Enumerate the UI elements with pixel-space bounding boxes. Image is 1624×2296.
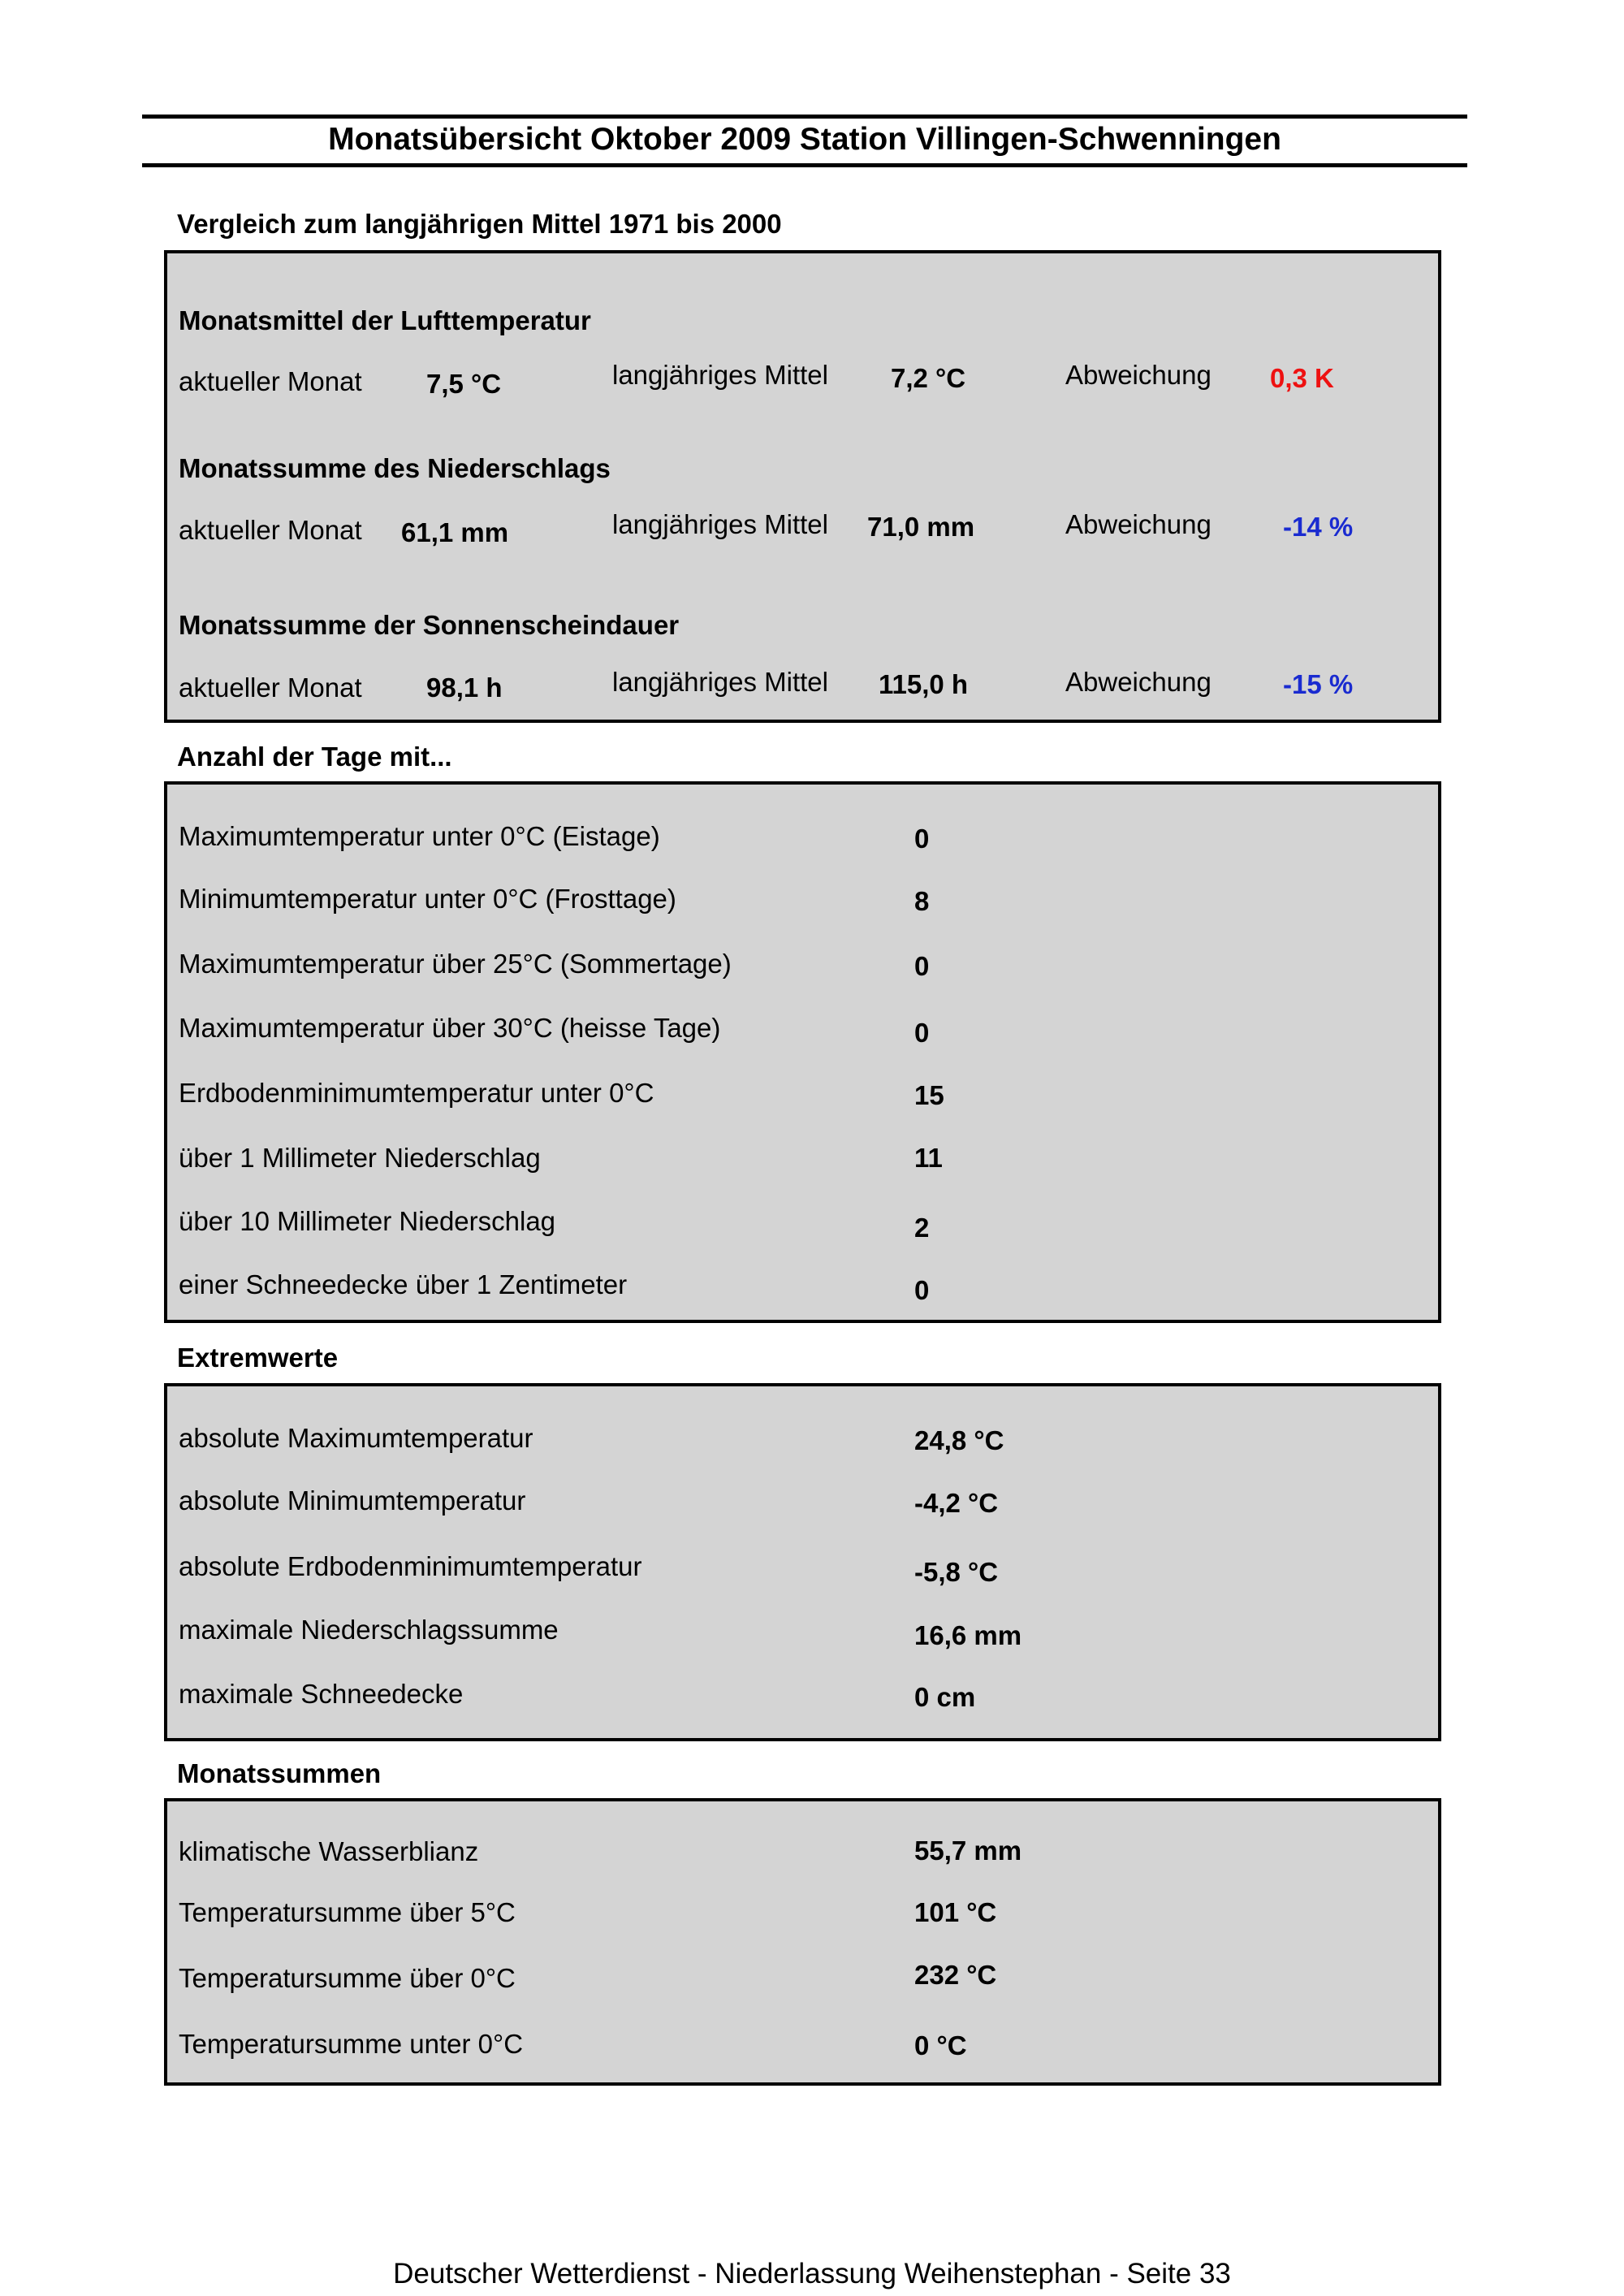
days-row-label: Maximumtemperatur über 25°C (Sommertage) bbox=[179, 949, 732, 979]
extremes-row-label: maximale Schneedecke bbox=[179, 1679, 464, 1709]
days-row-value: 0 bbox=[914, 951, 930, 981]
extremes-row-value: 16,6 mm bbox=[914, 1620, 1022, 1650]
extremes-row-value: 0 cm bbox=[914, 1682, 976, 1712]
extremes-box bbox=[164, 1383, 1441, 1741]
sums-row-label: Temperatursumme unter 0°C bbox=[179, 2029, 524, 2059]
extremes-row-label: maximale Niederschlagssumme bbox=[179, 1615, 559, 1645]
days-row-value: 0 bbox=[914, 1018, 930, 1048]
precipitation-mean-label: langjähriges Mittel bbox=[612, 509, 828, 539]
days-row-label: Maximumtemperatur unter 0°C (Eistage) bbox=[179, 821, 660, 851]
days-row-value: 11 bbox=[914, 1143, 943, 1173]
page-footer: Deutscher Wetterdienst - Niederlassung Weihenstephan - Seite 33 bbox=[393, 2258, 1231, 2290]
precipitation-mean-value: 71,0 mm bbox=[867, 512, 975, 542]
sums-box bbox=[164, 1798, 1441, 2086]
days-row-value: 2 bbox=[914, 1213, 930, 1243]
extremes-row-label: absolute Minimumtemperatur bbox=[179, 1485, 526, 1516]
temperature-deviation-label: Abweichung bbox=[1065, 360, 1212, 390]
extremes-row-label: absolute Maximumtemperatur bbox=[179, 1423, 533, 1453]
extremes-row-label: absolute Erdbodenminimumtemperatur bbox=[179, 1551, 642, 1581]
precipitation-current-label: aktueller Monat bbox=[179, 515, 362, 545]
sunshine-mean-label: langjähriges Mittel bbox=[612, 667, 828, 697]
sunshine-deviation-label: Abweichung bbox=[1065, 667, 1212, 697]
precipitation-deviation-label: Abweichung bbox=[1065, 509, 1212, 539]
days-row-value: 0 bbox=[914, 824, 930, 854]
sums-row-value: 55,7 mm bbox=[914, 1836, 1022, 1866]
precipitation-current-value: 61,1 mm bbox=[401, 517, 509, 547]
sums-row-label: klimatische Wasserblianz bbox=[179, 1836, 479, 1866]
sunshine-heading: Monatssumme der Sonnenscheindauer bbox=[179, 610, 680, 640]
temperature-current-label: aktueller Monat bbox=[179, 366, 362, 396]
days-heading: Anzahl der Tage mit... bbox=[177, 742, 452, 772]
days-row-value: 15 bbox=[914, 1080, 944, 1110]
sums-row-value: 232 °C bbox=[914, 1960, 997, 1990]
header-rule-bottom bbox=[142, 163, 1467, 167]
page-title: Monatsübersicht Oktober 2009 Station Villingen-Schwenningen bbox=[328, 122, 1281, 157]
extremes-row-value: 24,8 °C bbox=[914, 1425, 1004, 1455]
days-row-label: einer Schneedecke über 1 Zentimeter bbox=[179, 1269, 628, 1299]
days-row-label: über 1 Millimeter Niederschlag bbox=[179, 1143, 541, 1173]
days-box bbox=[164, 781, 1441, 1323]
extremes-row-value: -4,2 °C bbox=[914, 1488, 999, 1518]
days-row-label: Erdbodenminimumtemperatur unter 0°C bbox=[179, 1078, 654, 1108]
sums-row-value: 101 °C bbox=[914, 1897, 997, 1927]
days-row-value: 0 bbox=[914, 1275, 930, 1305]
comparison-box bbox=[164, 250, 1441, 723]
sums-row-value: 0 °C bbox=[914, 2030, 967, 2060]
sunshine-mean-value: 115,0 h bbox=[879, 669, 969, 699]
precipitation-deviation-value: -14 % bbox=[1283, 512, 1354, 542]
days-row-label: Maximumtemperatur über 30°C (heisse Tage) bbox=[179, 1013, 721, 1043]
days-row-value: 8 bbox=[914, 886, 930, 916]
sunshine-current-value: 98,1 h bbox=[426, 672, 503, 703]
temperature-mean-value: 7,2 °C bbox=[891, 363, 966, 393]
temperature-deviation-value: 0,3 K bbox=[1270, 363, 1334, 393]
days-row-label: über 10 Millimeter Niederschlag bbox=[179, 1206, 556, 1236]
days-row-label: Minimumtemperatur unter 0°C (Frosttage) bbox=[179, 884, 676, 914]
sunshine-current-label: aktueller Monat bbox=[179, 672, 362, 703]
temperature-mean-label: langjähriges Mittel bbox=[612, 360, 828, 390]
temperature-heading: Monatsmittel der Lufttemperatur bbox=[179, 305, 591, 335]
sunshine-deviation-value: -15 % bbox=[1283, 669, 1354, 699]
sums-row-label: Temperatursumme über 5°C bbox=[179, 1897, 516, 1927]
temperature-current-value: 7,5 °C bbox=[426, 369, 502, 399]
comparison-heading: Vergleich zum langjährigen Mittel 1971 bis 2000 bbox=[177, 209, 782, 239]
header-rule-top bbox=[142, 115, 1467, 119]
sums-heading: Monatssummen bbox=[177, 1758, 382, 1788]
precipitation-heading: Monatssumme des Niederschlags bbox=[179, 453, 611, 483]
extremes-heading: Extremwerte bbox=[177, 1343, 339, 1373]
extremes-row-value: -5,8 °C bbox=[914, 1557, 999, 1587]
sums-row-label: Temperatursumme über 0°C bbox=[179, 1963, 516, 1993]
